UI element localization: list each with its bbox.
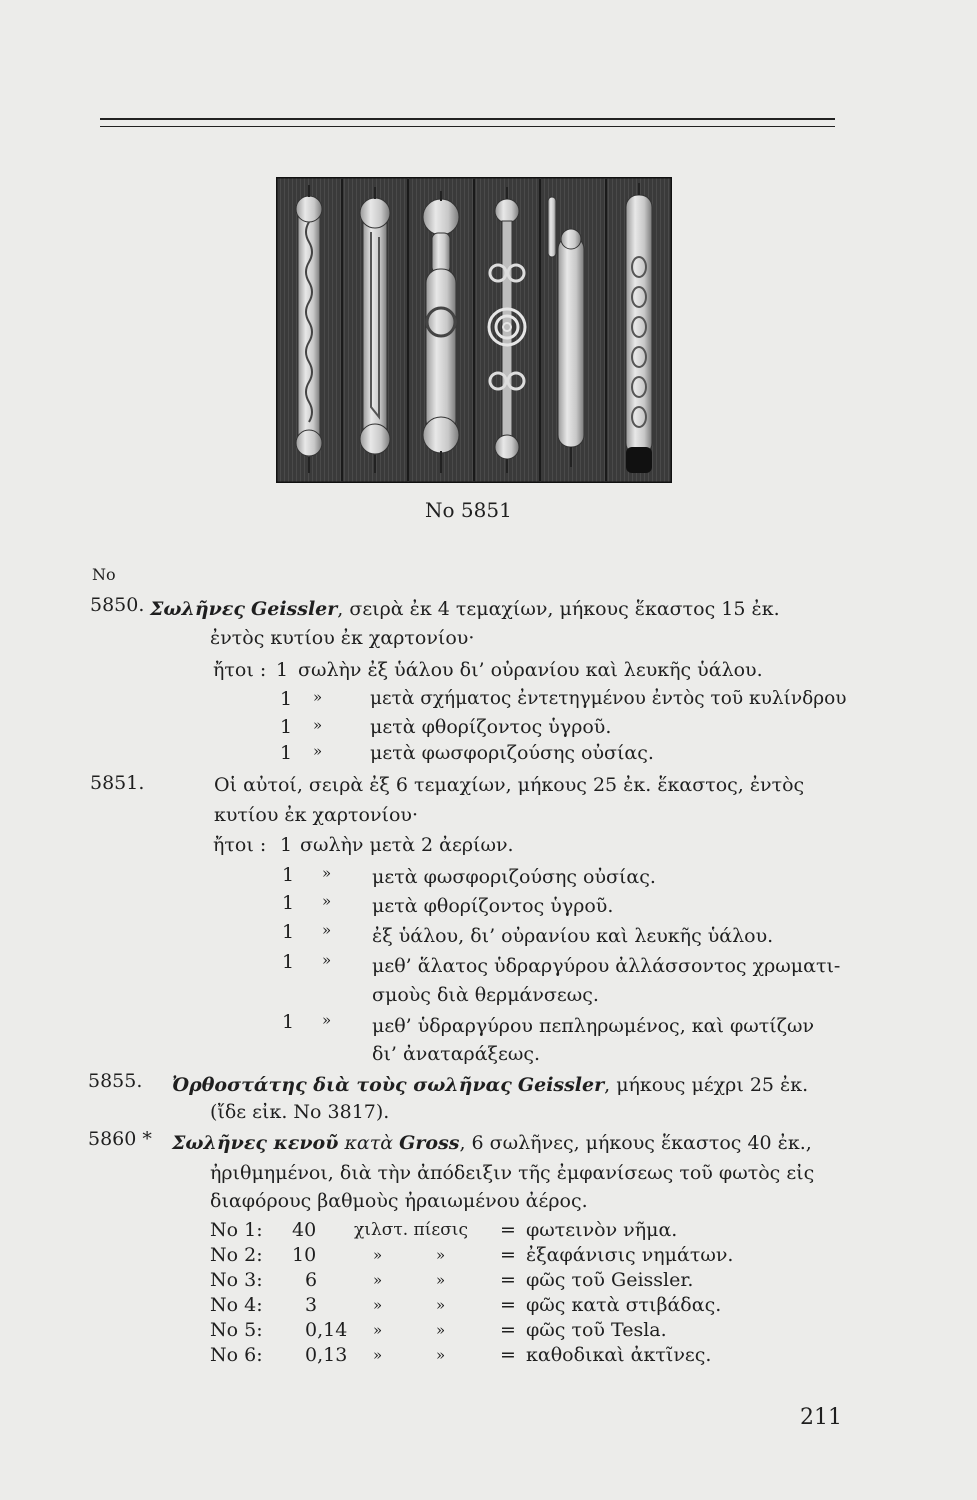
row-equals: = xyxy=(500,1219,516,1241)
tube-2 xyxy=(360,187,390,473)
row-equals: = xyxy=(500,1269,516,1291)
row-unit: χιλστ. πίεσις xyxy=(354,1220,468,1240)
row-equals: = xyxy=(500,1244,516,1266)
entry-number: 5851. xyxy=(90,772,145,794)
item-text: μετὰ φθορίζοντος ὑγροῦ. xyxy=(370,716,612,738)
header-no: No xyxy=(92,565,116,584)
row-equals: = xyxy=(500,1294,516,1316)
entry-5850-line2: ἐντὸς κυτίου ἐκ χαρτονίου· xyxy=(210,627,475,649)
row-unit: » xyxy=(436,1346,446,1364)
entry-number: 5855. xyxy=(88,1070,143,1092)
row-result: καθοδικαὶ ἀκτῖνες. xyxy=(526,1344,712,1366)
row-label: No 1: xyxy=(210,1219,263,1241)
brand-name: Geissler xyxy=(517,1074,605,1096)
entry-text: , σειρὰ ἐκ 4 τεμαχίων, μήκους ἕκαστος 15 ἐκ. xyxy=(337,598,780,620)
row-value: 40 xyxy=(292,1219,317,1241)
item-qty: 1 xyxy=(282,892,295,914)
ditto-mark: » xyxy=(322,864,332,882)
ditto-mark: » xyxy=(322,951,332,969)
row-label: No 5: xyxy=(210,1319,263,1341)
entry-text: (ἴδε εἰκ. No 3817). xyxy=(210,1101,390,1123)
row-unit: » xyxy=(436,1296,446,1314)
item-text: μεθ’ ὑδραργύρου πεπληρωμένος, καὶ φωτίζων xyxy=(372,1015,815,1037)
row-equals: = xyxy=(500,1344,516,1366)
row-unit: » xyxy=(436,1321,446,1339)
row-result: φῶς κατὰ στιβάδας. xyxy=(526,1294,722,1316)
entry-5855-line1 xyxy=(172,1072,808,1098)
entry-5860-line1 xyxy=(172,1130,812,1156)
entry-text: κυτίου ἐκ χαρτονίου· xyxy=(214,804,419,826)
item-text: μετὰ φωσφοριζούσης οὐσίας. xyxy=(372,866,656,888)
figure-caption: No 5851 xyxy=(425,498,512,522)
item-qty: 1 xyxy=(280,742,293,764)
ditto-mark: » xyxy=(322,892,332,910)
entry-number: 5850. xyxy=(90,594,145,616)
row-label: No 4: xyxy=(210,1294,263,1316)
item-text-continued: δι’ ἀναταράξεως. xyxy=(372,1043,541,1065)
geissler-tubes-engraving xyxy=(276,177,672,483)
item-qty: 1 xyxy=(282,1011,295,1033)
row-unit: » xyxy=(373,1321,383,1339)
row-unit: » xyxy=(373,1296,383,1314)
row-unit: » xyxy=(373,1246,383,1264)
row-unit: » xyxy=(436,1246,446,1264)
item-text: μεθ’ ἅλατος ὑδραργύρου ἀλλάσσοντος χρωματι- xyxy=(372,955,841,977)
row-result: φῶς τοῦ Tesla. xyxy=(526,1319,667,1341)
item-qty: 1 xyxy=(280,834,293,856)
item-qty: 1 xyxy=(280,716,293,738)
item-text: μετὰ φωσφοριζούσης οὐσίας. xyxy=(370,742,654,764)
item-text: μετὰ φθορίζοντος ὑγροῦ. xyxy=(372,895,614,917)
item-qty: 1 xyxy=(282,864,295,886)
geissler-tubes-illustration xyxy=(276,177,672,483)
entry-title: Ὀρθοστάτης διὰ τοὺς σωλῆνας xyxy=(172,1074,512,1096)
ditto-mark: » xyxy=(313,688,323,706)
item-text: σωλὴν ἐξ ὑάλου δι’ οὐρανίου καὶ λευκῆς ὑάλου. xyxy=(298,659,763,681)
item-text: σωλὴν μετὰ 2 ἀερίων. xyxy=(300,834,514,856)
entry-text: Οἱ αὐτοί, σειρὰ ἐξ 6 τεμαχίων, μήκους 25 ἐκ. ἕκαστος, ἐντὸς xyxy=(214,774,805,796)
row-value: 0,13 xyxy=(305,1344,348,1366)
entry-text: , 6 σωλῆνες, μήκους ἕκαστος 40 ἐκ., xyxy=(459,1132,812,1154)
row-result: φωτεινὸν νῆμα. xyxy=(526,1219,678,1241)
entry-title: Σωλῆνες xyxy=(150,598,245,620)
row-result: φῶς τοῦ Geissler. xyxy=(526,1269,694,1291)
row-equals: = xyxy=(500,1319,516,1341)
tube-1 xyxy=(296,185,322,473)
row-value: 0,14 xyxy=(305,1319,348,1341)
ditto-mark: » xyxy=(322,921,332,939)
entry-5850-line1 xyxy=(150,596,780,622)
row-unit: » xyxy=(373,1346,383,1364)
entry-text: , μήκους μέχρι 25 ἐκ. xyxy=(604,1074,809,1096)
row-value: 6 xyxy=(305,1269,318,1291)
row-label: No 6: xyxy=(210,1344,263,1366)
item-qty: 1 xyxy=(282,951,295,973)
ditto-mark: » xyxy=(313,742,323,760)
ditto-mark: » xyxy=(313,716,323,734)
row-value: 10 xyxy=(292,1244,317,1266)
item-lead: ἤτοι : xyxy=(213,834,267,856)
item-qty: 1 xyxy=(282,921,295,943)
row-label: No 2: xyxy=(210,1244,263,1266)
entry-title-plain: κατὰ xyxy=(344,1132,394,1154)
ditto-mark: » xyxy=(322,1011,332,1029)
item-lead: ἤτοι : xyxy=(213,659,267,681)
row-value: 3 xyxy=(305,1294,318,1316)
item-qty: 1 xyxy=(280,688,293,710)
row-unit: » xyxy=(373,1271,383,1289)
top-rule-thin xyxy=(100,126,835,127)
item-qty: 1 xyxy=(276,659,289,681)
item-text: μετὰ σχήματος ἐντετηγμένου ἐντὸς τοῦ κυλίνδρου xyxy=(370,688,847,709)
entry-text: ἠριθμημένοι, διὰ τὴν ἀπόδειξιν τῆς ἐμφανίσεως τοῦ φωτὸς εἰς xyxy=(210,1162,815,1184)
tube-6 xyxy=(626,183,652,473)
top-rule xyxy=(100,118,835,120)
brand-name: Geissler xyxy=(251,598,338,620)
entry-number: 5860 * xyxy=(88,1128,152,1150)
row-label: No 3: xyxy=(210,1269,263,1291)
item-text-continued: σμοὺς διὰ θερμάνσεως. xyxy=(372,984,599,1006)
row-unit: » xyxy=(436,1271,446,1289)
page-number: 211 xyxy=(800,1405,842,1430)
row-result: ἐξαφάνισις νημάτων. xyxy=(526,1244,734,1266)
brand-name: Gross xyxy=(399,1132,460,1154)
entry-text: διαφόρους βαθμοὺς ἠραιωμένου ἀέρος. xyxy=(210,1190,588,1212)
item-text: ἐξ ὑάλου, δι’ οὐρανίου καὶ λευκῆς ὑάλου. xyxy=(372,925,774,947)
entry-title: Σωλῆνες κενοῦ xyxy=(172,1132,339,1154)
